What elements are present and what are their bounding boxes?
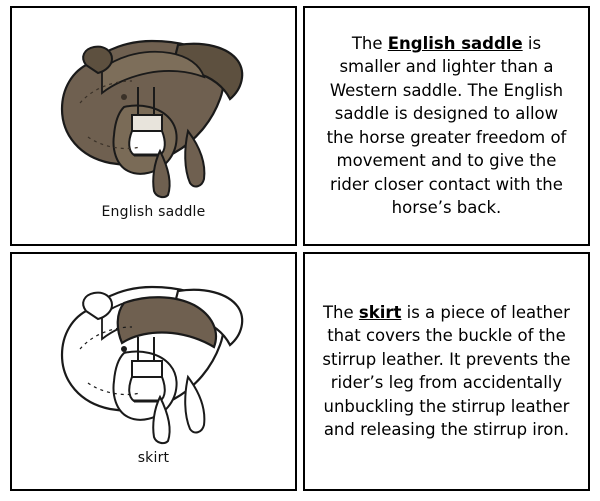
card-caption: skirt <box>137 449 170 466</box>
passage-keyword: English saddle <box>387 34 523 54</box>
card-row-skirt <box>4 252 596 492</box>
saddle-skirt-illustration <box>12 254 295 450</box>
passage-text-after: is smaller and lighter than a Western saddle. The English saddle is designed to allow the horse greater freedom of movement and to give the rider closer contact with the horse’s back. <box>326 34 567 218</box>
text-card-skirt <box>303 252 590 492</box>
card-row-english-saddle <box>4 6 596 246</box>
passage-text-before: The <box>351 34 388 54</box>
card-passage <box>321 32 572 219</box>
picture-card-english-saddle <box>10 6 297 246</box>
card-passage <box>321 301 572 442</box>
picture-card-skirt <box>10 252 297 492</box>
passage-keyword: skirt <box>358 302 402 322</box>
passage-text-after: is a piece of leather that covers the buckle of the stirrup leather. It prevents the rider’s leg from accidentally unbuckling the stirrup leather and releasing the stirrup iron. <box>322 302 571 440</box>
passage-text-before: The <box>322 302 359 322</box>
text-card-english-saddle <box>303 6 590 246</box>
english-saddle-illustration <box>12 8 295 204</box>
card-caption: English saddle <box>101 204 206 220</box>
